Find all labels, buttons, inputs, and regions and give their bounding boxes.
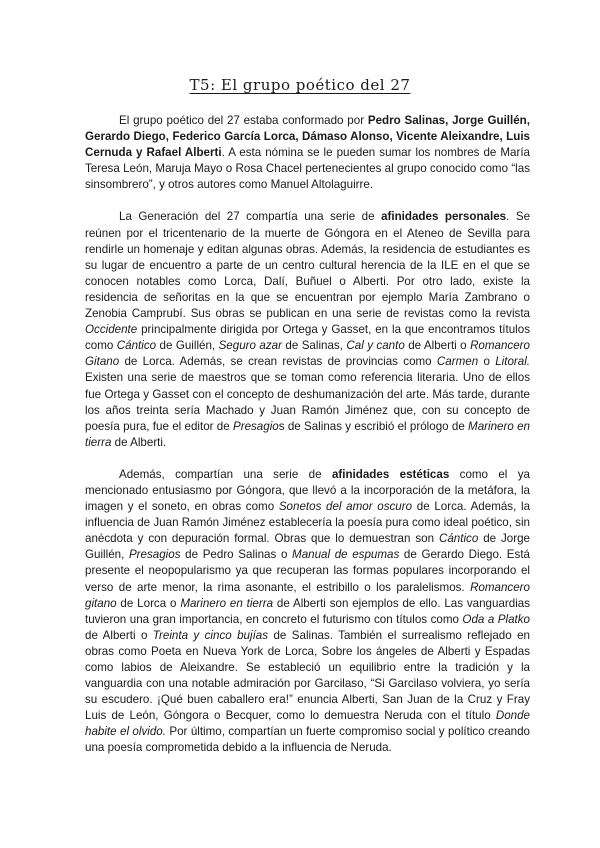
document-body (85, 113, 530, 773)
bold-span: afinidades personales (381, 210, 507, 224)
text-span: de Alberti o (85, 628, 153, 642)
italic-span: Romancero Gitano (85, 339, 530, 369)
italic-span: Romancero gitano (85, 580, 530, 610)
italic-span: Sonetos del amor oscuro (278, 500, 413, 514)
italic-span: Cántico (438, 532, 479, 546)
paragraph-1 (85, 113, 530, 193)
italic-span: Cal y canto (346, 339, 405, 353)
italic-span: Manual de espumas (292, 548, 400, 562)
text-span: El grupo poético del 27 estaba conformado por (119, 114, 368, 127)
italic-span: Donde habite el olvido. (85, 709, 530, 739)
text-span: de Guillén, (156, 339, 219, 353)
bold-span: afinidades estéticas (331, 467, 450, 481)
text-span: Existen una serie de maestros que se toman como referencia literaria. Uno de ellos fue Ortega y Gasset con el concepto de deshumanización del arte. Más tarde, durante los años treinta sería Machado y Juan Ramón Jiménez que, con su concepto de poesía pura, fue el editor de (85, 371, 530, 433)
text-span: de Alberti o (404, 339, 471, 353)
italic-span: Marinero en tierra (85, 419, 530, 449)
text-span: . A esta nómina se le pueden sumar los nombres de María Teresa León, Maruja Mayo o Rosa Chacel pertenecientes al grupo conocido como “las sinsombrero”, y otros autores como Manuel Altolaguirre. (85, 146, 530, 192)
text-span: . Se reúnen por el tricentenario de la muerte de Góngora en el Ateneo de Sevilla para rendirle un homenaje y editan algunas obras. Además, la residencia de estudiantes es su lugar de encuentro a parte de un centro cultural herencia de la ILE en el que se conocen notables como Lorca, Dalí, Buñuel o Alberti. Por otro lado, existe la residencia de señoritas en la que se encuentran por ejemplo María Zambrano o Zenobia Camprubí. Sus obras se publican en una serie de revistas como la revista (85, 210, 531, 321)
italic-span: Presagios (128, 548, 181, 562)
italic-span: Occidente (85, 323, 138, 337)
text-span: de Salinas, (281, 339, 347, 353)
text-span: de Lorca o (116, 596, 181, 610)
text-span: La Generación del 27 compartía una serie de (119, 210, 382, 224)
bold-span: Pedro Salinas, Jorge Guillén, Gerardo Diego, Federico García Lorca, Dámaso Alonso, Vicente Aleixandre, Luis Cernuda y Rafael Alberti (85, 114, 530, 160)
italic-span: Oda a Platko (462, 612, 530, 626)
page-title: T5: El grupo poético del 27 (189, 76, 411, 94)
text-span: de Gerardo Diego. Está presente el neopopularismo ya que recuperan las formas populares incorporando el verso de arte menor, la rima asonante, el estribillo o los paralelismos. (85, 548, 530, 594)
text-span: Además, compartían una serie de (119, 467, 332, 481)
text-span: de Pedro Salinas o (180, 548, 293, 562)
text-span: de Alberti. (111, 435, 167, 449)
italic-span: Marinero en tierra (180, 596, 274, 610)
italic-span: Seguro azar (218, 339, 282, 353)
text-span: principalmente dirigida por Ortega y Gasset, en la que encontramos títulos como (85, 323, 530, 353)
text-span: Por último, compartían un fuerte compromiso social y político creando una poesía comprometida debido a la influencia de Neruda. (85, 725, 530, 755)
text-span: de Salinas. También el surrealismo reflejado en obras como Poeta en Nueva York de Lorca, Sobre los ángeles de Alberti y Espadas como labios de Aleixandre. Se estableció un equilibrio entre la tradición y la vanguardia con una notable admiración por Garcilaso, “Si Garcilaso volviera, yo sería su escudero. ¡Qué buen caballero era!” enuncia Alberti, San Juan de la Cruz y Fray Luis de León, Góngora o Becquer, como lo demuestra Neruda con el título (85, 628, 530, 723)
paragraph-2 (85, 209, 530, 450)
text-span: como el ya mencionado entusiasmo por Góngora, que llevó a la incorporación de la metáfora, la imagen y el soneto, en obras como (85, 467, 530, 514)
text-span: de Lorca. Además, se crean revistas de provincias como (119, 355, 437, 369)
text-span: de Lorca. Además, la influencia de Juan Ramón Jiménez establecería la poesía pura como ideal poético, sin anécdota y con depuración formal. Obras que lo demuestran son (85, 500, 531, 546)
text-span: de Jorge Guillén, (85, 532, 531, 562)
italic-span: Presagio (232, 419, 279, 433)
text-span: o (478, 355, 496, 369)
text-span: s de Salinas y escribió el prólogo de (278, 419, 469, 433)
italic-span: Carmen (436, 355, 479, 369)
italic-span: Litoral. (495, 355, 531, 369)
paragraph-3 (85, 467, 530, 757)
italic-span: Cántico (116, 339, 157, 353)
text-span: de Alberti son ejemplos de ello. Las vanguardias tuvieron una gran importancia, en concreto el futurismo con títulos como (85, 596, 531, 626)
italic-span: Treinta y cinco bujías (152, 628, 269, 642)
